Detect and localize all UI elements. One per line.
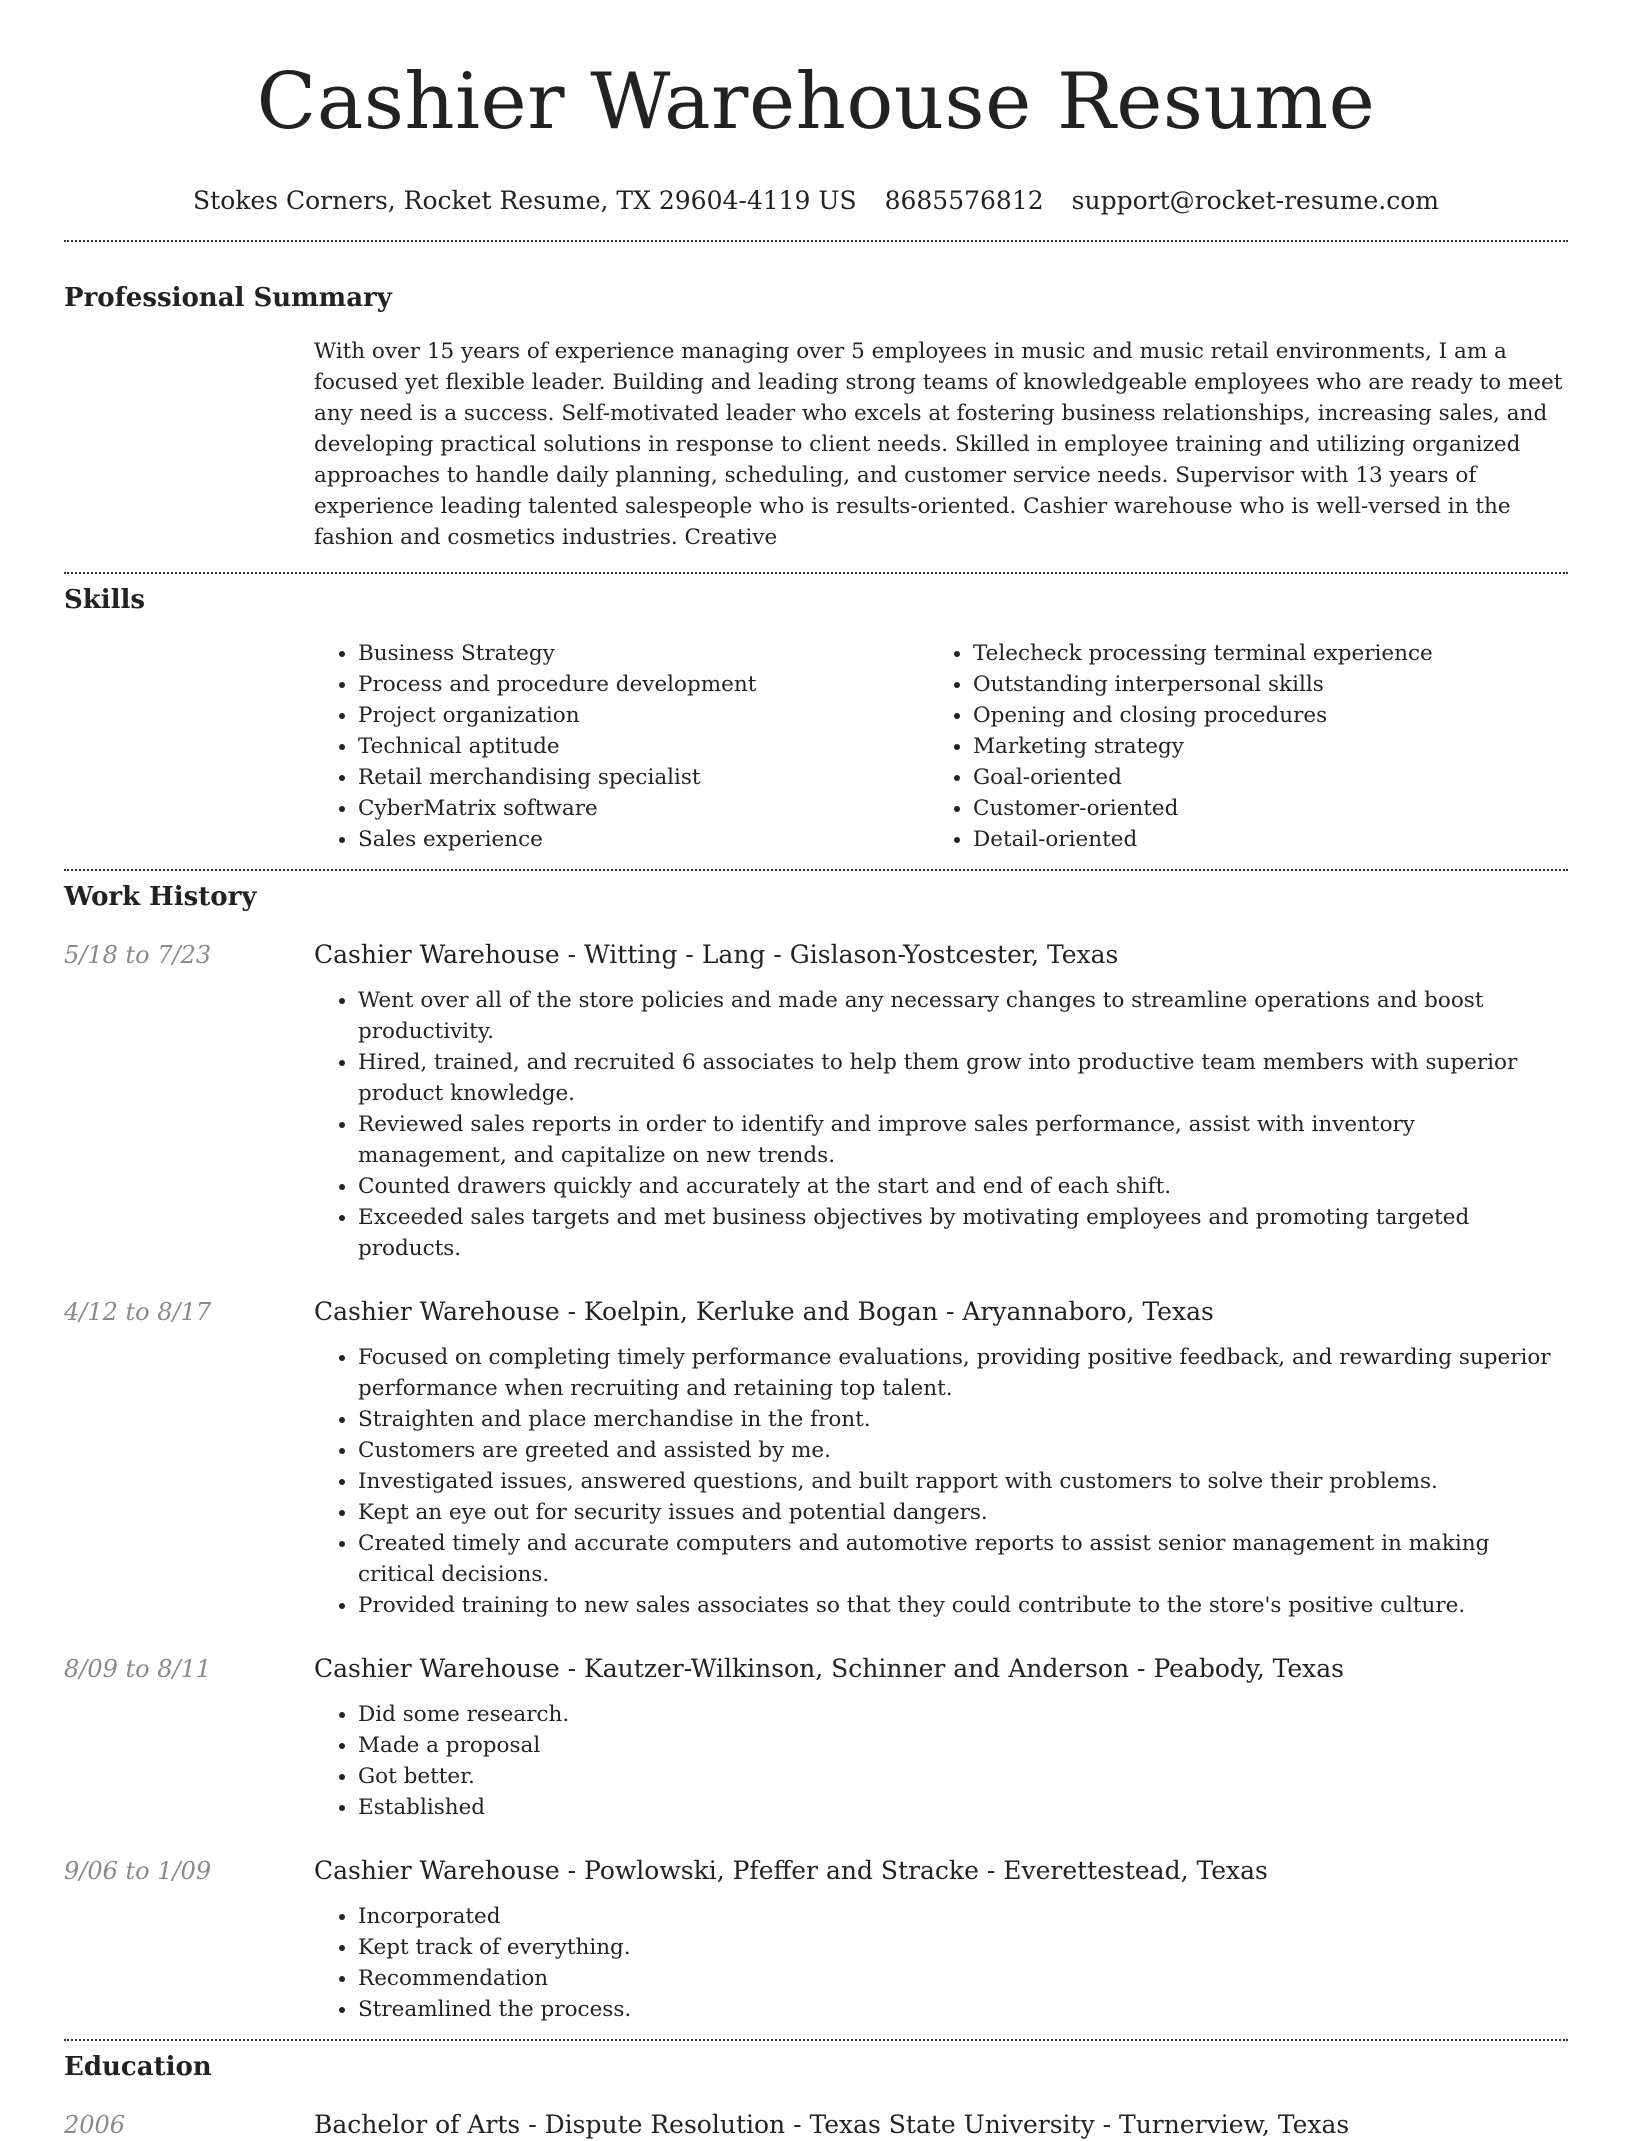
job-bullet: • Kept an eye out for security issues and potential dangers. [358,1497,1568,1528]
job-title: Cashier Warehouse - Koelpin, Kerluke and Bogan - Aryannaboro, Texas [314,1297,1214,1326]
education-title: Bachelor of Arts - Dispute Resolution - Texas State University - Turnerview, Texas [314,2110,1350,2139]
skill-item: • Opening and closing procedures [973,700,1544,731]
job-title: Cashier Warehouse - Witting - Lang - Gislason-Yostcester, Texas [314,940,1119,969]
job-bullet: • Went over all of the store policies and made any necessary changes to streamline operations and boost productivity. [358,985,1568,1047]
contact-address: Stokes Corners, Rocket Resume, TX 29604-4119 US [193,186,857,215]
section-title-summary: Professional Summary [64,283,392,313]
resume-title: Cashier Warehouse Resume [256,57,1376,147]
divider [64,869,1568,871]
divider [64,2039,1568,2041]
skills-column-right [929,638,1544,855]
job-bullets [314,1342,1568,1621]
job-bullet: • Straighten and place merchandise in the front. [358,1404,1568,1435]
skill-item: • Business Strategy [358,638,929,669]
section-title-education: Education [64,2052,212,2082]
job-bullet: • Created timely and accurate computers and automotive reports to assist senior management in making critical decisions. [358,1528,1568,1590]
skill-item: • Telecheck processing terminal experience [973,638,1544,669]
skill-item: • Outstanding interpersonal skills [973,669,1544,700]
job-bullet: • Exceeded sales targets and met business objectives by motivating employees and promoting targeted products. [358,1202,1568,1264]
job-bullet: • Recommendation [358,1963,1568,1994]
contact-phone: 8685576812 [884,186,1044,215]
section-title-work: Work History [64,882,257,912]
education-entry [64,2109,1568,2141]
job-bullet: • Established [358,1792,1568,1823]
skill-item: • Goal-oriented [973,762,1544,793]
job-bullet: • Counted drawers quickly and accurately at the start and end of each shift. [358,1171,1568,1202]
job-bullet: • Hired, trained, and recruited 6 associates to help them grow into productive team members with superior product knowledge. [358,1047,1568,1109]
job-bullet: • Kept track of everything. [358,1932,1568,1963]
job-bullet: • Investigated issues, answered questions, and built rapport with customers to solve their problems. [358,1466,1568,1497]
job-bullet: • Provided training to new sales associates so that they could contribute to the store's positive culture. [358,1590,1568,1621]
job-dates: 4/12 to 8/17 [64,1298,212,1326]
job-bullet: • Customers are greeted and assisted by me. [358,1435,1568,1466]
skill-item: • Technical aptitude [358,731,929,762]
job-bullet: • Did some research. [358,1699,1568,1730]
skills-column-left [314,638,929,855]
job-bullets [314,1901,1568,2025]
skill-item: • CyberMatrix software [358,793,929,824]
job-bullet: • Streamlined the process. [358,1994,1568,2025]
skill-item: • Customer-oriented [973,793,1544,824]
job-dates: 8/09 to 8/11 [64,1655,212,1683]
job-bullet: • Got better. [358,1761,1568,1792]
job-bullet: • Reviewed sales reports in order to identify and improve sales performance, assist with inventory management, and capitalize on new trends. [358,1109,1568,1171]
skills-list [314,638,1568,855]
contact-line [64,186,1568,216]
skill-item: • Detail-oriented [973,824,1544,855]
education-dates: 2006 [64,2111,126,2139]
job-bullets [314,1699,1568,1823]
job-bullet: • Focused on completing timely performance evaluations, providing positive feedback, and rewarding superior performance when recruiting and retaining top talent. [358,1342,1568,1404]
job-title: Cashier Warehouse - Kautzer-Wilkinson, Schinner and Anderson - Peabody, Texas [314,1654,1344,1683]
job-bullet: • Made a proposal [358,1730,1568,1761]
skill-item: • Process and procedure development [358,669,929,700]
contact-email: support@rocket-resume.com [1071,186,1439,215]
skill-item: • Marketing strategy [973,731,1544,762]
skill-item: • Sales experience [358,824,929,855]
summary-block [314,336,1568,553]
divider [64,240,1568,242]
job-title: Cashier Warehouse - Powlowski, Pfeffer and Stracke - Everettestead, Texas [314,1856,1268,1885]
job-bullets [314,985,1568,1264]
job-bullet: • Incorporated [358,1901,1568,1932]
skill-item: • Project organization [358,700,929,731]
job-entry [64,1296,1568,1621]
summary-text: With over 15 years of experience managing over 5 employees in music and music retail environments, I am a focused yet flexible leader. Building and leading strong teams of knowledgeable employees who are ready to meet any need is a success. Self-motivated leader who excels at fostering business relationships, increasing sales, and developing practical solutions in response to client needs. Skilled in employee training and utilizing organized approaches to handle daily planning, scheduling, and customer service needs. Supervisor with 13 years of experience leading talented salespeople who is results-oriented. Cashier warehouse who is well-versed in the fashion and cosmetics industries. Creative [314,339,1563,550]
divider [64,572,1568,574]
job-dates: 9/06 to 1/09 [64,1857,212,1885]
section-title-skills: Skills [64,585,146,615]
job-entry [64,1653,1568,1823]
skill-item: • Retail merchandising specialist [358,762,929,793]
job-dates: 5/18 to 7/23 [64,941,212,969]
job-entry [64,1855,1568,2025]
job-entry [64,939,1568,1264]
